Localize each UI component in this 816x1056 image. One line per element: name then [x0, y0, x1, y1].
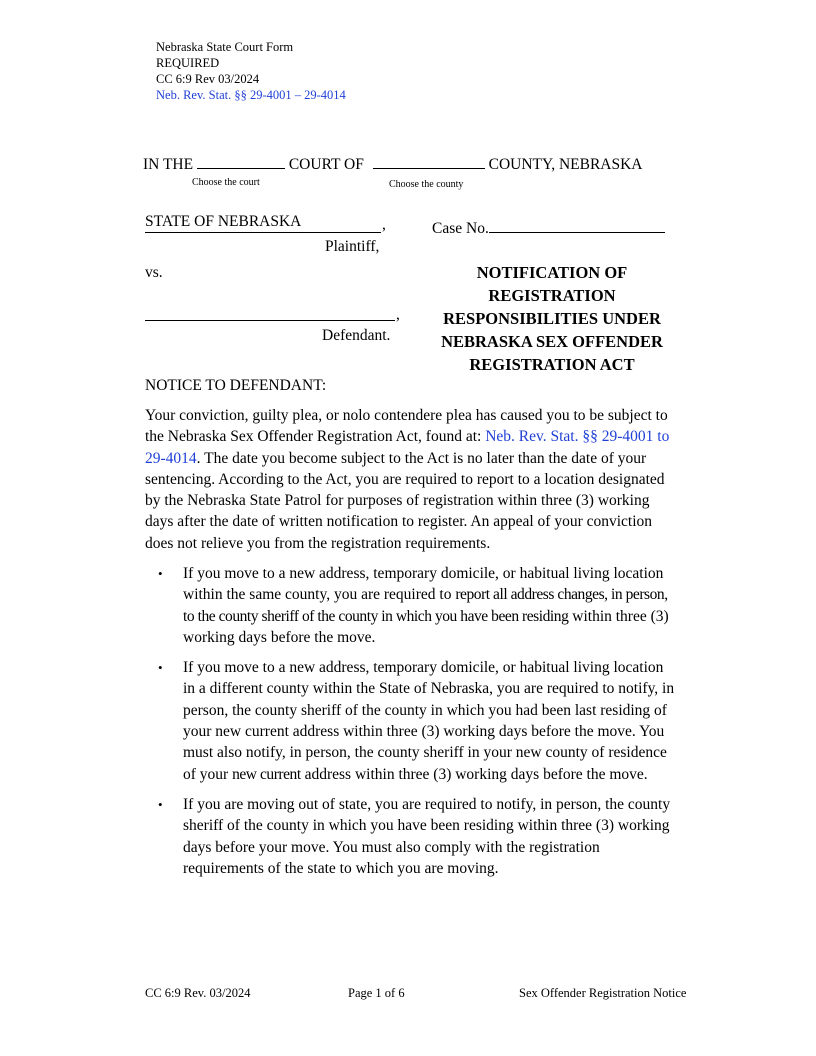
notice-paragraph — [145, 405, 675, 554]
bullet-1-text-1: If you move to a new address, temporary domicile, or habitual living location within the same county, you are required to — [183, 565, 664, 604]
paragraph-text-2: . The date you become subject to the Act is no later than the date of your sentencing. According to the Act, you are required to report to a location designated by the Nebraska State Patrol for purposes of registration within three (3) working days after the date of written notification to register. An appeal of your conviction does not relieve you from the registration requirements. — [145, 449, 665, 552]
notice-heading: NOTICE TO DEFENDANT: — [145, 377, 327, 394]
statute-link[interactable]: Neb. Rev. Stat. §§ 29-4001 – 29-4014 — [156, 88, 346, 102]
title-line-2: REGISTRATION — [488, 286, 616, 305]
in-the-label: IN THE — [143, 156, 194, 173]
bullet-2-text-3: address within three (3) working days before the move. — [300, 765, 648, 783]
bullet-3-text: If you are moving out of state, you are required to notify, in person, the county sheriff of the county in which you have been residing within three (3) working days before your move. You must also comply with the registration requirements of the state to which you are moving. — [183, 795, 671, 877]
list-item — [145, 794, 675, 879]
form-required-label: REQUIRED — [156, 56, 220, 70]
county-hint: Choose the county — [389, 179, 464, 190]
form-header — [156, 39, 346, 103]
document-title — [430, 261, 674, 376]
footer-form-id: CC 6:9 Rev. 03/2024 — [145, 986, 251, 1000]
title-line-1: NOTIFICATION OF — [476, 263, 628, 282]
court-caption — [143, 154, 642, 174]
bullet-1-text-3: within three (3) working days before the move. — [183, 607, 669, 646]
form-state-title: Nebraska State Court Form — [156, 40, 294, 54]
defendant-name-field[interactable] — [145, 306, 395, 321]
bullet-1-text-2: report all address changes, in person, to the county sheriff of the county in which you have been residing — [183, 586, 668, 625]
act-statute-link[interactable]: Neb. Rev. Stat. §§ 29-4001 to 29-4014 — [145, 428, 670, 467]
plaintiff-label: Plaintiff, — [325, 238, 380, 255]
defendant-comma: , — [396, 306, 400, 323]
list-item — [145, 657, 675, 785]
case-number — [432, 217, 665, 238]
paragraph-text-1: Your conviction, guilty plea, or nolo contendere plea has caused you to be subject to the Nebraska Sex Offender Registration Act, found at: — [145, 407, 668, 446]
requirements-list — [145, 563, 675, 888]
footer-title: Sex Offender Registration Notice — [519, 986, 687, 1000]
versus-label: vs. — [145, 264, 163, 281]
county-nebraska-label: COUNTY, NEBRASKA — [488, 156, 643, 173]
county-select-field[interactable] — [373, 154, 485, 169]
bullet-icon: • — [158, 660, 163, 676]
court-hint: Choose the court — [192, 177, 260, 188]
list-item — [145, 563, 675, 648]
footer-page-number: Page 1 of 6 — [348, 986, 405, 1000]
defendant-label: Defendant. — [322, 327, 391, 344]
case-number-field[interactable] — [489, 217, 665, 233]
bullet-2-text-1: If you move to a new address, temporary domicile, or habitual living location in a different county within the State of Nebraska, you are required to notify, in person, the county sheriff of the county in which you had been last residing of your new current address within three (3) working days before the move. You must also notify, in person, the county sheriff in your new county of residence of your — [183, 659, 675, 783]
title-line-4: NEBRASKA SEX OFFENDER — [441, 332, 663, 351]
plaintiff-comma: , — [382, 216, 386, 233]
bullet-icon: • — [158, 566, 163, 581]
plaintiff-name: STATE OF NEBRASKA — [145, 212, 381, 233]
bullet-icon: • — [158, 796, 163, 812]
title-line-3: RESPONSIBILITIES UNDER — [443, 309, 661, 328]
court-select-field[interactable] — [197, 154, 285, 169]
court-of-label: COURT OF — [288, 156, 364, 173]
form-number: CC 6:9 Rev 03/2024 — [156, 72, 260, 86]
title-line-5: REGISTRATION ACT — [469, 355, 635, 374]
case-no-label: Case No. — [432, 220, 489, 237]
bullet-2-text-2: new current — [232, 765, 301, 783]
